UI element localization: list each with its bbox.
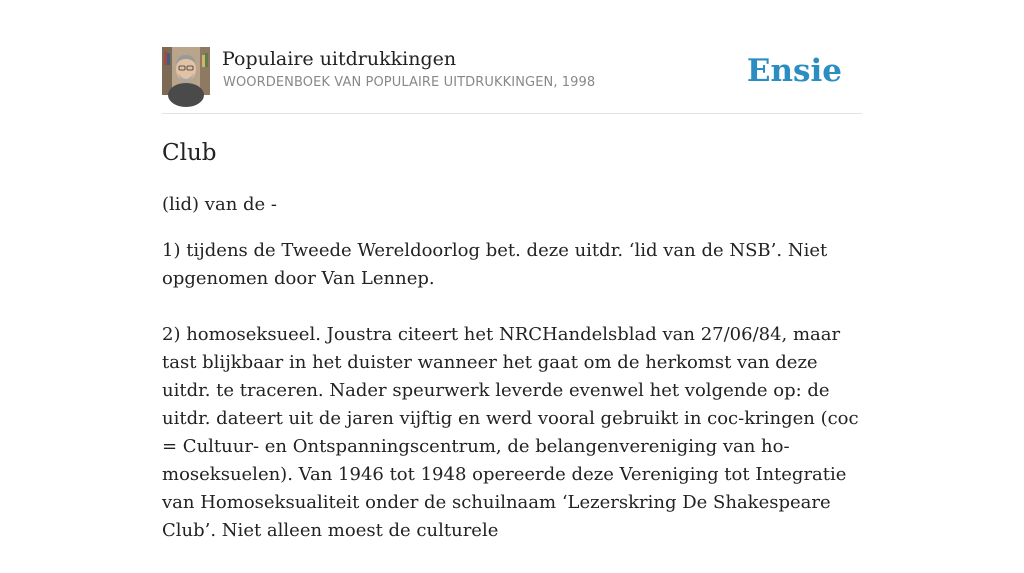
header-divider [162,113,862,114]
entry-paragraph: 2) homoseksueel. Joustra citeert het NRCHandelsblad van 27/06/84, maar tast blijkbaar in het duister wanneer het gaat om de herkomst van deze uitdr. te traceren. Nader speurwerk leverde evenwel het volgende op: de uitdr. dateert uit de jaren vijftig en werd vooral gebruikt in coc-kringen (coc = Cultuur- en Ontspanningscentrum, de belangenvereniging van ho-moseksuelen). Van 1946 tot 1948 opereerde deze Vereniging tot Integratie van Homoseksualiteit onder de schuilnaam ‘Lezerskring De Shakespeare Club’. Niet alleen moest de culturele [162,324,859,541]
entry-paragraph: 1) tijdens de Tweede Wereldoorlog bet. deze uitdr. ‘lid van de NSB’. Niet opgenomen door Van Lennep. [162,240,828,289]
entry-article [162,137,867,573]
source-title[interactable]: Populaire uitdrukkingen [222,48,457,70]
entry-subtitle: (lid) van de - [162,194,277,215]
ensie-logo[interactable]: Ensie [746,53,842,89]
author-portrait-icon [162,47,210,95]
source-subtitle[interactable]: WOORDENBOEK VAN POPULAIRE UITDRUKKINGEN, 1998 [223,75,596,90]
entry-body [162,237,867,545]
entry-title: Club [162,140,217,166]
source-header [162,47,862,95]
author-avatar[interactable] [162,47,210,95]
